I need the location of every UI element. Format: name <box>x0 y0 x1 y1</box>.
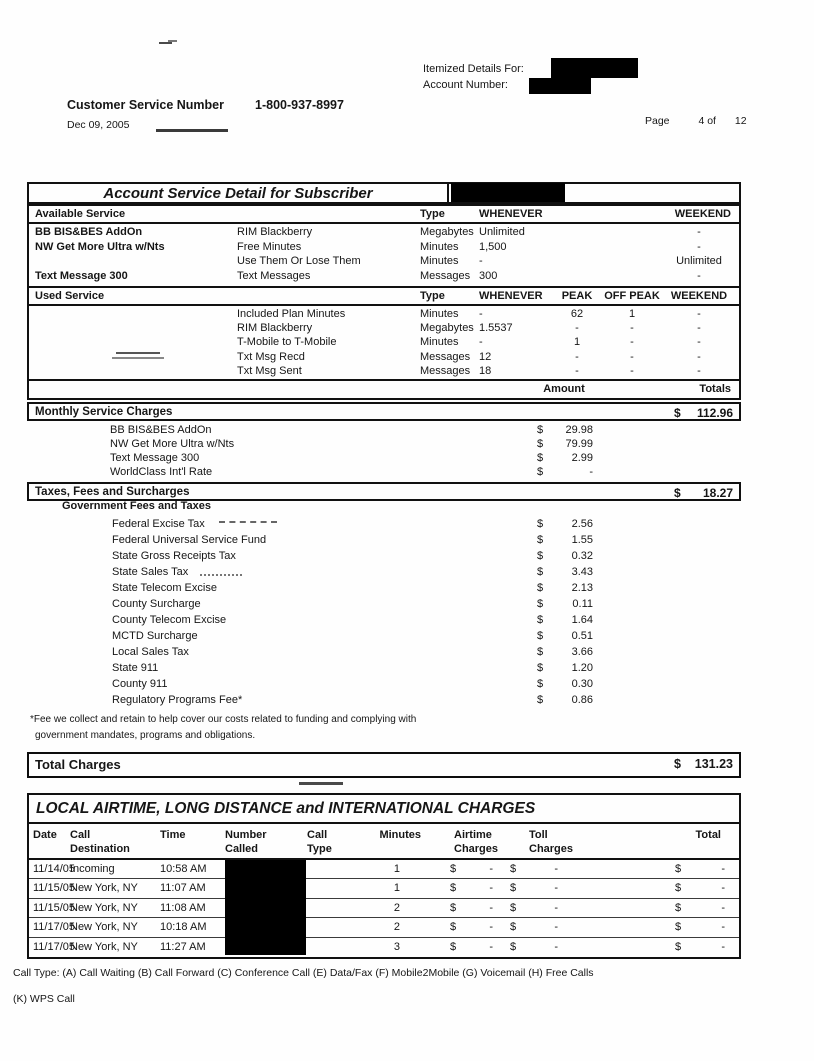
col-type: Type <box>420 208 445 220</box>
currency-symbol: $ <box>510 882 517 895</box>
call-row: 11/14/05 Incoming 10:58 AM 1 $ - $ - $ - <box>29 860 739 879</box>
table-row: Included Plan Minutes Minutes - 62 1 - <box>237 308 701 320</box>
currency-symbol: $ <box>450 882 457 895</box>
table-row: Txt Msg Recd Messages 12 - - - <box>237 350 701 363</box>
total-charges-box <box>27 752 741 778</box>
currency-symbol: $ <box>450 863 457 875</box>
redacted-subscriber-name <box>551 58 638 78</box>
col-date: Date <box>33 829 57 841</box>
table-row: T-Mobile to T-Mobile Minutes - 1 - - <box>237 336 701 349</box>
monthly-charges-label: Monthly Service Charges <box>35 406 173 418</box>
used-service-label: Used Service <box>35 290 105 302</box>
monthly-service-charges-header <box>27 402 741 421</box>
table-title-row <box>27 182 741 204</box>
taxes-fees-total: 18.27 <box>702 486 733 500</box>
government-fees-heading: Government Fees and Taxes <box>62 500 211 512</box>
currency-symbol: $ <box>675 921 682 934</box>
monthly-items <box>27 421 741 482</box>
currency-symbol: $ <box>675 901 682 914</box>
tax-item: Federal Universal Service Fund $ 1.55 <box>112 534 593 546</box>
col-weekend: WEEKEND <box>674 208 731 220</box>
used-service-header <box>27 286 741 306</box>
col-total: Total <box>695 829 721 841</box>
page-total: 12 <box>734 115 747 127</box>
currency-symbol: $ <box>510 863 517 875</box>
tax-item: State Gross Receipts Tax $ 0.32 <box>112 550 593 562</box>
available-service-label: Available Service <box>35 208 126 220</box>
charge-item: BB BIS&BES AddOn $ 29.98 <box>110 424 593 436</box>
table-row: Use Them Or Lose Them Minutes - Unlimited <box>237 255 722 267</box>
col-call-destination: Call Destination <box>70 829 130 855</box>
redacted-subscriber-phone <box>451 183 565 202</box>
col-whenever: WHENEVER <box>479 290 543 302</box>
taxes-fees-header <box>27 482 741 501</box>
page-label: Page <box>645 115 670 127</box>
statement-date: Dec 09, 2005 <box>67 119 130 131</box>
currency-symbol: $ <box>537 646 544 658</box>
col-minutes: Minutes <box>379 829 421 841</box>
table-row: Txt Msg Sent Messages 18 - - - <box>237 364 701 377</box>
currency-symbol: $ <box>450 901 457 914</box>
taxes-fees-label: Taxes, Fees and Surcharges <box>35 486 190 498</box>
call-row: 11/15/05 New York, NY 11:07 AM 1 $ - $ - $ - <box>29 879 739 898</box>
currency-symbol: $ <box>510 940 517 953</box>
currency-symbol: $ <box>537 438 544 450</box>
monthly-charges-total: 112.96 <box>696 406 733 420</box>
currency-symbol: $ <box>510 901 517 914</box>
currency-symbol: $ <box>537 566 544 578</box>
currency-symbol: $ <box>675 940 682 953</box>
call-type-legend: Call Type: (A) Call Waiting (B) Call Forward (C) Conference Call (E) Data/Fax (F) Mobile2Mobile (G) Voicemail (H) Free Calls <box>13 967 594 979</box>
currency-symbol: $ <box>674 757 681 771</box>
account-number-label: Account Number: <box>423 79 508 91</box>
charge-item: Text Message 300 $ 2.99 <box>110 452 593 464</box>
scan-artifact <box>159 42 172 44</box>
scan-artifact <box>156 129 228 132</box>
col-weekend: WEEKEND <box>670 290 728 302</box>
table-row: RIM Blackberry Megabytes 1.5537 - - - <box>237 322 701 335</box>
table-title: Account Service Detail for Subscriber <box>27 182 449 204</box>
currency-symbol: $ <box>537 614 544 626</box>
customer-service-label: Customer Service Number <box>67 98 225 112</box>
col-whenever: WHENEVER <box>479 208 543 220</box>
currency-symbol: $ <box>537 694 544 706</box>
scan-artifact <box>168 40 177 42</box>
currency-symbol: $ <box>537 452 544 464</box>
tax-item: County 911 $ 0.30 <box>112 678 593 690</box>
call-rows <box>29 860 739 957</box>
amount-totals-header <box>27 379 741 400</box>
col-time: Time <box>160 829 186 841</box>
call-row: 11/17/05 New York, NY 10:18 AM 2 $ - $ - $ - <box>29 918 739 937</box>
currency-symbol: $ <box>537 582 544 594</box>
tax-item: State Sales Tax $ 3.43 <box>112 566 593 578</box>
currency-symbol: $ <box>537 424 544 436</box>
tax-item: State Telecom Excise $ 2.13 <box>112 582 593 594</box>
available-service-header <box>27 204 741 224</box>
currency-symbol: $ <box>537 662 544 674</box>
currency-symbol: $ <box>537 534 544 546</box>
used-service-rows <box>27 306 741 379</box>
charge-item: WorldClass Int'l Rate $ - <box>110 466 593 478</box>
itemized-details-label: Itemized Details For: <box>423 63 524 75</box>
total-charges-label: Total Charges <box>35 757 121 772</box>
redacted-account-number <box>529 78 591 94</box>
currency-symbol: $ <box>450 940 457 953</box>
currency-symbol: $ <box>537 630 544 642</box>
available-service-rows <box>27 224 741 286</box>
call-row: 11/15/05 New York, NY 11:08 AM 2 $ - $ - $ - <box>29 899 739 918</box>
page-indicator <box>645 115 747 127</box>
currency-symbol: $ <box>510 921 517 934</box>
col-airtime-charges: Airtime Charges <box>454 829 499 855</box>
call-charges-title: LOCAL AIRTIME, LONG DISTANCE and INTERNATIONAL CHARGES <box>29 795 739 824</box>
col-toll-charges: Toll Charges <box>529 829 574 855</box>
currency-symbol: $ <box>674 406 681 420</box>
table-row: NW Get More Ultra w/Nts Free Minutes Minutes 1,500 - <box>35 240 701 253</box>
call-row: 11/17/05 New York, NY 11:27 AM 3 $ - $ - $ - <box>33 940 725 953</box>
charge-item: NW Get More Ultra w/Nts $ 79.99 <box>110 438 593 450</box>
scan-artifact <box>299 782 343 785</box>
col-call-type: Call Type <box>307 829 332 855</box>
tax-item: Local Sales Tax $ 3.66 <box>112 646 593 658</box>
currency-symbol: $ <box>450 921 457 934</box>
currency-symbol: $ <box>537 466 544 478</box>
wps-call-legend: (K) WPS Call <box>13 993 75 1005</box>
redacted-numbers-called <box>225 860 306 955</box>
table-row: Text Message 300 Text Messages Messages 300 - <box>35 269 701 282</box>
customer-service-number: 1-800-937-8997 <box>255 98 344 112</box>
call-charges-column-headers <box>29 824 739 860</box>
tax-item: Federal Excise Tax $ 2.56 <box>112 518 593 530</box>
government-fees-section <box>27 500 741 710</box>
col-peak: PEAK <box>561 290 593 302</box>
col-number-called: Number Called <box>225 829 267 855</box>
tax-item: MCTD Surcharge $ 0.51 <box>112 630 593 642</box>
col-amount: Amount <box>543 383 585 395</box>
tax-item: County Surcharge $ 0.11 <box>112 598 593 610</box>
currency-symbol: $ <box>537 598 544 610</box>
account-service-detail-table <box>27 182 741 501</box>
col-type: Type <box>420 290 445 302</box>
currency-symbol: $ <box>675 882 682 895</box>
currency-symbol: $ <box>537 678 544 690</box>
total-charges-value: 131.23 <box>694 757 733 771</box>
page-current: 4 of <box>698 115 716 127</box>
currency-symbol: $ <box>537 518 544 530</box>
tax-item: State 911 $ 1.20 <box>112 662 593 674</box>
col-totals: Totals <box>699 383 731 395</box>
regulatory-fee-footnote: *Fee we collect and retain to help cover our costs related to funding and complying with government mandates, programs and obligations. <box>30 714 417 741</box>
table-row: BB BIS&BES AddOn RIM Blackberry Megabytes Unlimited - <box>35 226 701 238</box>
currency-symbol: $ <box>674 486 681 500</box>
currency-symbol: $ <box>675 863 682 875</box>
currency-symbol: $ <box>537 550 544 562</box>
tax-item: County Telecom Excise $ 1.64 <box>112 614 593 626</box>
col-offpeak: OFF PEAK <box>604 290 660 302</box>
tax-item: Regulatory Programs Fee* $ 0.86 <box>112 694 593 706</box>
call-charges-table <box>27 793 741 959</box>
